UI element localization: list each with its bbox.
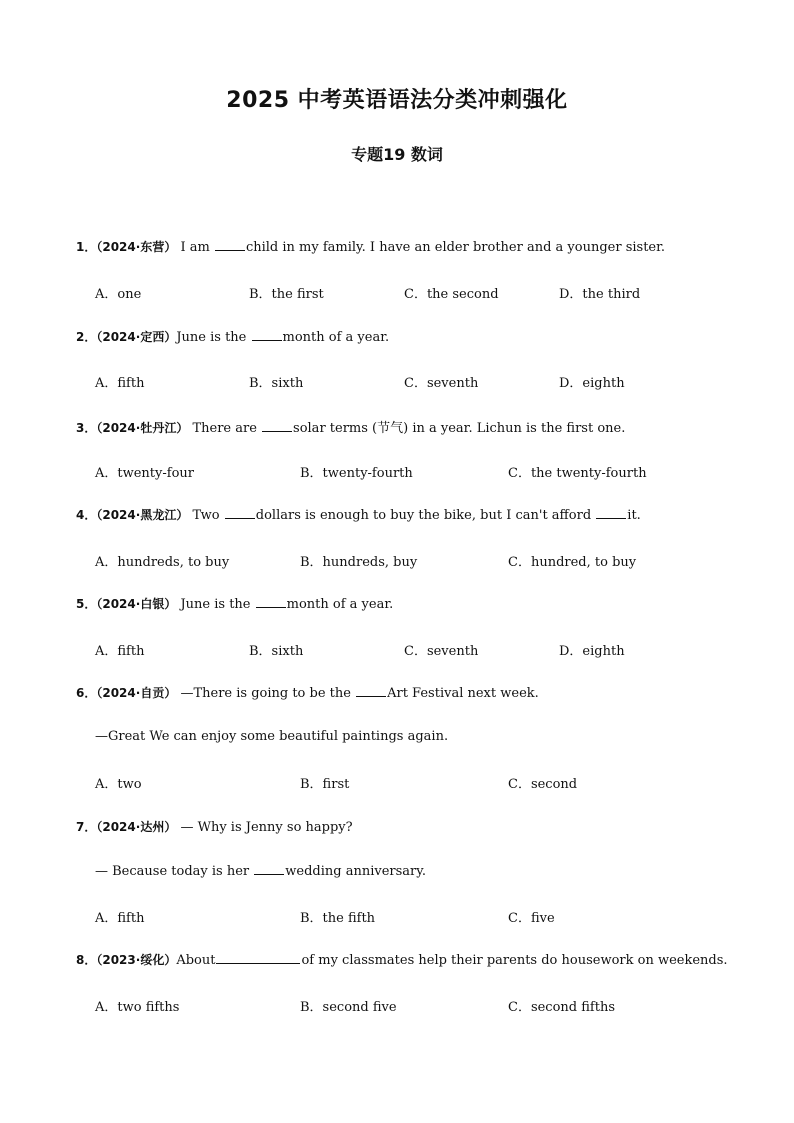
answer-blank <box>254 862 284 875</box>
option-b: B．sixth <box>249 376 304 391</box>
question-stem: — Because today is her <box>95 864 254 879</box>
question-stem: of my classmates help their parents do housework on weekends. <box>301 953 728 968</box>
question-source: （2024·自贡） <box>96 686 177 700</box>
answer-blank <box>215 238 245 251</box>
option-a: A．fifth <box>95 911 145 926</box>
answer-blank <box>596 506 626 519</box>
question-number: 8． <box>76 953 97 967</box>
page-title: 2025 中考英语语法分类冲刺强化 <box>226 88 568 113</box>
question-8 <box>76 951 728 968</box>
question-line: —Great We can enjoy some beautiful paintings again. <box>95 729 449 744</box>
question-number: 3． <box>76 421 97 435</box>
question-stem: About <box>176 953 216 968</box>
question-stem: There are <box>188 421 262 436</box>
question-stem: month of a year. <box>286 597 394 612</box>
question-stem: month of a year. <box>282 330 390 345</box>
question-stem: June is the <box>176 330 251 345</box>
answer-blank <box>256 595 286 608</box>
answer-blank <box>252 328 282 341</box>
question-stem: wedding anniversary. <box>285 864 427 879</box>
option-c: C．five <box>508 911 555 926</box>
option-c: C．seventh <box>404 644 479 659</box>
question-stem: I am <box>176 240 214 255</box>
question-4 <box>76 506 641 523</box>
option-a: A．twenty-four <box>95 466 194 481</box>
question-number: 5． <box>76 597 97 611</box>
option-c: C．the twenty-fourth <box>508 466 647 481</box>
option-c: C．second <box>508 777 578 792</box>
question-stem: solar terms (节气) in a year. Lichun is the first one. <box>293 421 626 436</box>
answer-blank <box>225 506 255 519</box>
option-a: A．hundreds, to buy <box>95 555 230 570</box>
option-a: A．two <box>95 777 142 792</box>
option-c: C．the second <box>404 287 499 302</box>
option-c: C．second fifths <box>508 1000 615 1015</box>
question-source: （2024·牡丹江） <box>96 421 189 435</box>
question-number: 2． <box>76 330 97 344</box>
question-1 <box>76 238 665 255</box>
question-number: 6． <box>76 686 97 700</box>
question-stem: dollars is enough to buy the bike, but I can't afford <box>255 508 596 523</box>
question-source: （2024·达州） <box>96 820 177 834</box>
option-b: B．hundreds, buy <box>300 555 418 570</box>
option-d: D．the third <box>559 287 641 302</box>
question-stem: Two <box>188 508 224 523</box>
option-d: D．eighth <box>559 376 625 391</box>
page-subtitle: 专题19 数词 <box>351 145 443 164</box>
question-number: 4． <box>76 508 97 522</box>
question-2 <box>76 328 389 345</box>
option-a: A．one <box>95 287 142 302</box>
option-b: B．second five <box>300 1000 397 1015</box>
question-source: （2024·定西） <box>96 330 177 344</box>
option-b: B．the fifth <box>300 911 376 926</box>
question-source: （2023·绥化） <box>96 953 177 967</box>
option-b: B．first <box>300 777 350 792</box>
question-source: （2024·黑龙江） <box>96 508 189 522</box>
question-stem: it. <box>627 508 641 523</box>
question-stem: — Why is Jenny so happy? <box>176 820 353 835</box>
answer-blank <box>356 684 386 697</box>
answer-blank <box>262 419 292 432</box>
question-number: 1． <box>76 240 97 254</box>
option-a: A．fifth <box>95 376 145 391</box>
option-c: C．seventh <box>404 376 479 391</box>
question-5 <box>76 595 393 612</box>
answer-blank <box>216 951 300 964</box>
question-3 <box>76 417 625 436</box>
option-b: B．twenty-fourth <box>300 466 413 481</box>
question-stem: child in my family. I have an elder brother and a younger sister. <box>245 240 666 255</box>
question-stem: —There is going to be the <box>176 686 356 701</box>
question-stem: Art Festival next week. <box>387 686 539 701</box>
question-source: （2024·白银） <box>96 597 177 611</box>
question-7 <box>76 818 353 835</box>
question-number: 7． <box>76 820 97 834</box>
question-line <box>95 862 426 879</box>
option-b: B．the first <box>249 287 324 302</box>
option-a: A．fifth <box>95 644 145 659</box>
option-d: D．eighth <box>559 644 625 659</box>
question-stem: June is the <box>176 597 255 612</box>
option-c: C．hundred, to buy <box>508 555 637 570</box>
option-a: A．two fifths <box>95 1000 180 1015</box>
question-6 <box>76 684 539 701</box>
option-b: B．sixth <box>249 644 304 659</box>
question-source: （2024·东营） <box>96 240 177 254</box>
